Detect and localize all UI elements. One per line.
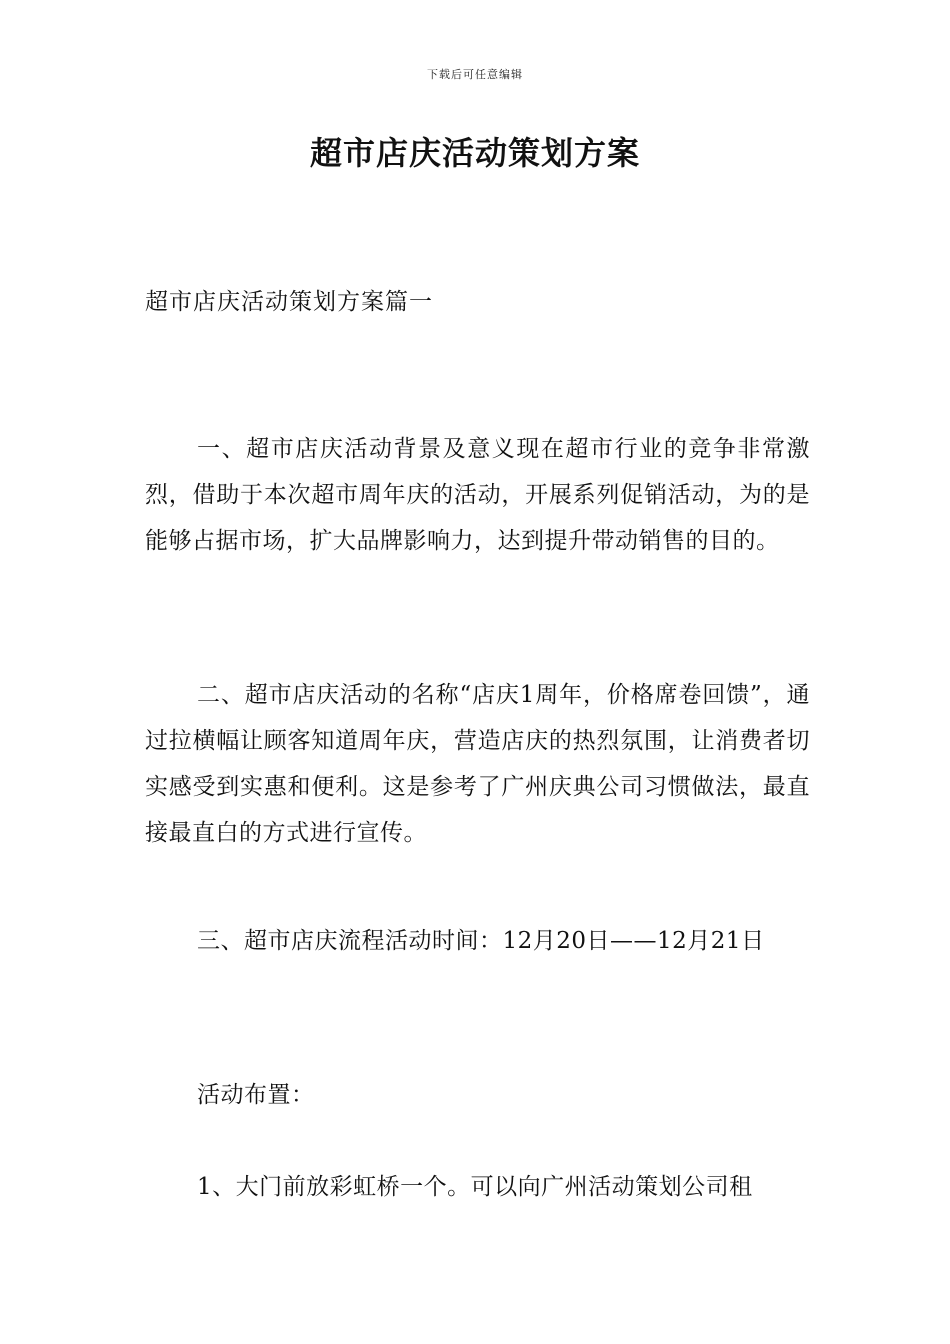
paragraph-background: 一、超市店庆活动背景及意义现在超市行业的竞争非常激烈，借助于本次超市周年庆的活动，开展系列促销活动，为的是能够占据市场，扩大品牌影响力，达到提升带动销售的目的。 [145, 436, 810, 554]
paragraph-event-time: 三、超市店庆流程活动时间：12月20日——12月21日 [197, 928, 765, 954]
section-heading: 超市店庆活动策划方案篇一 [145, 289, 433, 315]
paragraph-layout-item-1: 1、大门前放彩虹桥一个。可以向广州活动策划公司租 [197, 1174, 753, 1200]
header-note: 下载后可任意编辑 [427, 68, 523, 81]
paragraph-event-name: 二、超市店庆活动的名称“店庆1周年，价格席卷回馈”，通过拉横幅让顾客知道周年庆，营造店庆的热烈氛围，让消费者切实感受到实惠和便利。这是参考了广州庆典公司习惯做法，最直接最直白的方式进行宣传。 [145, 682, 810, 846]
document-title: 超市店庆活动策划方案 [309, 134, 640, 172]
paragraph-layout-heading: 活动布置： [197, 1082, 315, 1108]
